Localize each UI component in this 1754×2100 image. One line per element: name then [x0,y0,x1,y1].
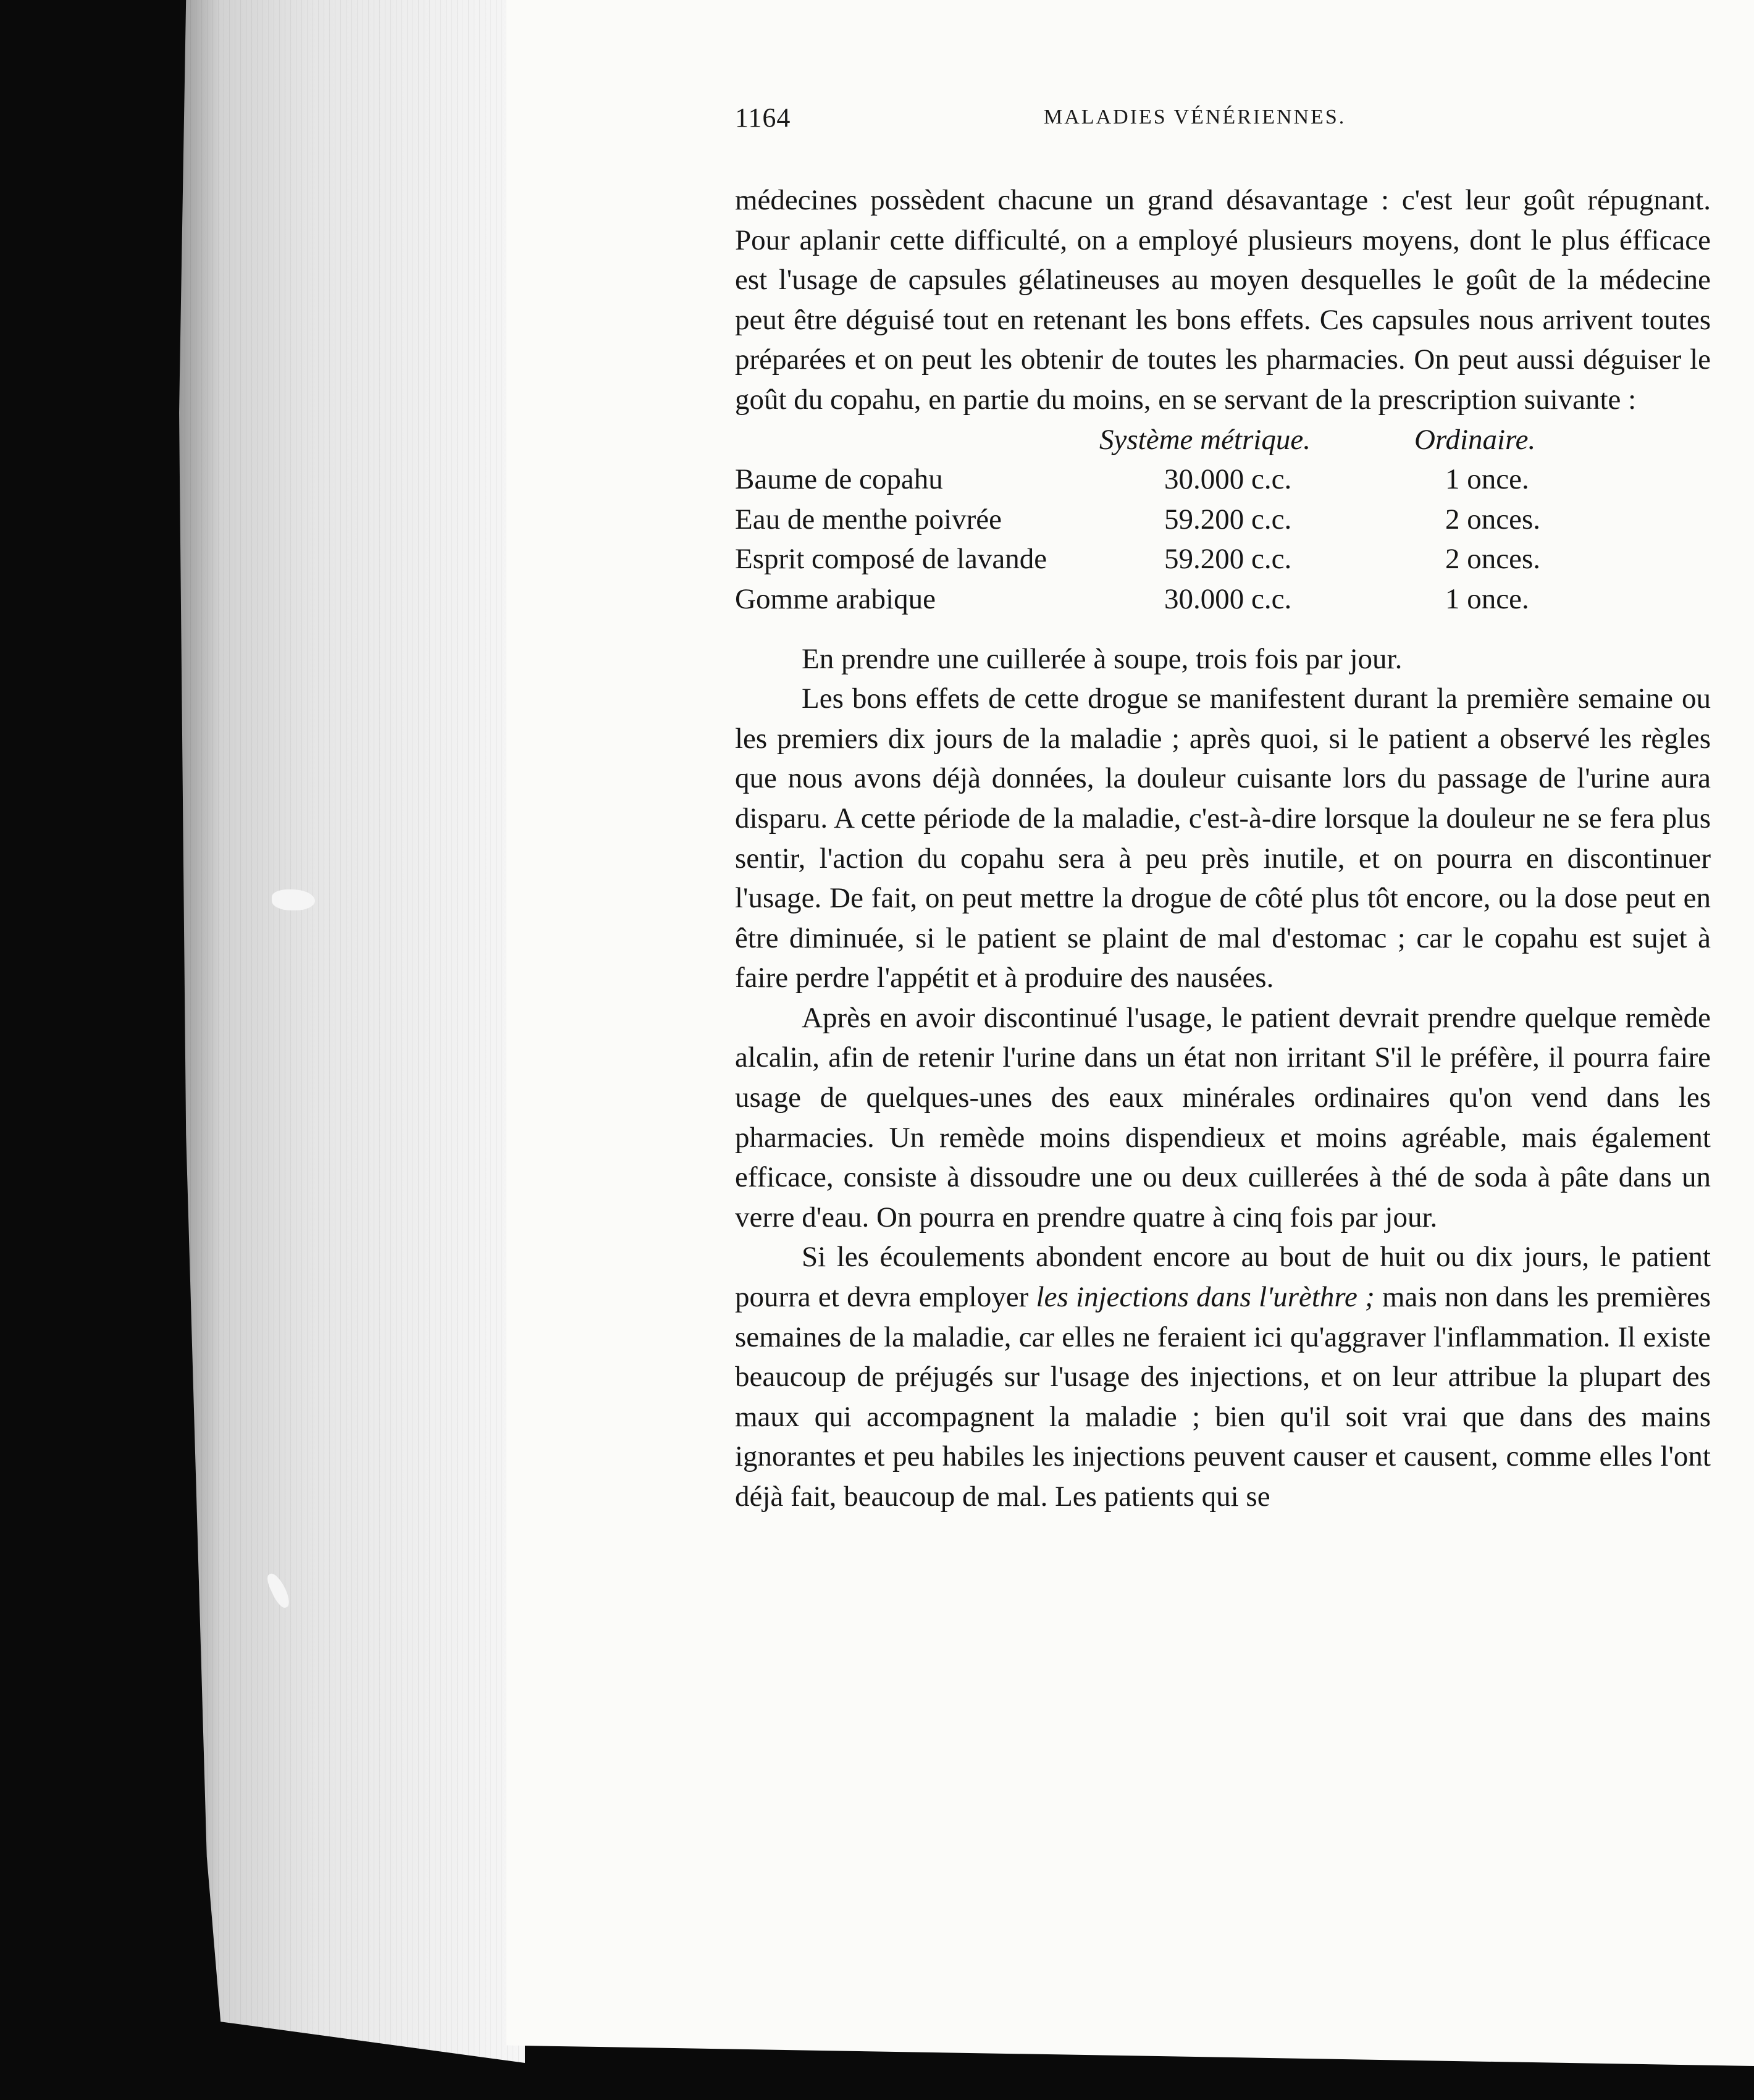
column-header-ordinary: Ordinaire. [1414,423,1536,456]
column-header-metric: Système métrique. [1099,423,1311,456]
paragraph-injections-italic: les injections dans l'urèthre ; [1036,1281,1375,1314]
ingredient-name: Baume de copahu [735,463,943,496]
page-body [735,180,1711,1517]
paragraph-effects: Les bons effets de cette drogue se manifestent durant la première semaine ou les premiers dix jours de la maladie ; après quoi, si le patient a observé les règles que nous avons déjà données, la douleur cuisante lors du passage de l'urine aura disparu. A cette période de la maladie, c'est-à-dire lorsque la douleur ne se fera plus sentir, l'action du copahu sera à peu près inutile, et on pourra en discontinuer l'usage. De fait, on peut mettre la drogue de côté plus tôt encore, ou la dose peut en être diminuée, si le patient se plaint de mal d'estomac ; car le copahu est sujet à faire perdre l'appétit et à produire des nausées. [735,682,1711,994]
paragraph-alkaline-remedy: Après en avoir discontinué l'usage, le patient devrait prendre quelque remède alcalin, afin de retenir l'urine dans un état non irritant S'il le préfère, il pourra faire usage de quelques-unes des eaux minérales ordinaires qu'on vend dans les pharmacies. Un remède moins dispendieux et moins agréable, mais également efficace, consiste à dissoudre une ou deux cuillerées à thé de soda à pâte dans un verre d'eau. On pourra en prendre quatre à cinq fois par jour. [735,1001,1711,1233]
ordinary-quantity: 1 once. [1445,463,1529,496]
paper-speck [272,889,315,910]
prescription-header-row [735,420,1575,460]
page-header [735,102,1754,139]
intro-paragraph: médecines possèdent chacune un grand désavantage : c'est leur goût répugnant. Pour aplanir cette difficulté, on a employé plusieurs moyens, dont le plus éfficace est l'usage de capsules gélatineuses au moyen desquelles le goût de la médecine peut être déguisé tout en retenant les bons effets. Ces capsules nous arrivent toutes préparées et on peut les obtenir de toutes les pharmacies. On peut aussi déguiser le goût du copahu, en partie du moins, en se servant de la prescription suivante : [735,184,1711,416]
ingredient-name: Gomme arabique [735,582,936,615]
ordinary-quantity: 2 onces. [1445,503,1541,536]
ordinary-quantity: 2 onces. [1445,543,1541,576]
dosage-line: En prendre une cuillerée à soupe, trois fois par jour. [802,642,1403,675]
paragraph-injections-text-b: mais non dans les premières semaines de la maladie, car elles ne feraient ici qu'aggraver l'inflammation. Il existe beaucoup de préjugés sur l'usage des injections, et on leur attribue la plupart des maux qui accompagnent la maladie ; bien qu'il soit vrai que dans des mains ignorantes et peu habiles les injections peuvent causer et causent, comme elles l'ont déjà fait, beaucoup de mal. Les patients qui se [735,1281,1711,1513]
metric-quantity: 59.200 c.c. [1164,503,1292,536]
book-page-edges [179,0,525,2063]
metric-quantity: 30.000 c.c. [1164,463,1292,496]
prescription-table [735,420,1575,620]
metric-quantity: 59.200 c.c. [1164,543,1292,576]
prescription-row [735,579,1575,620]
prescription-row [735,539,1575,579]
paragraph-injections-text-a: Si les écoulements abondent encore au bout de huit ou dix jours, le patient pourra et devra employer [735,1241,1711,1314]
paragraph-injections [735,1237,1711,1516]
ingredient-name: Esprit composé de lavande [735,543,1047,576]
running-head: MALADIES VÉNÉRIENNES. [1044,106,1346,128]
ordinary-quantity: 1 once. [1445,582,1529,615]
metric-quantity: 30.000 c.c. [1164,582,1292,615]
page-number: 1164 [735,103,791,133]
ingredient-name: Eau de menthe poivrée [735,503,1002,536]
prescription-row [735,460,1575,500]
prescription-row [735,500,1575,540]
